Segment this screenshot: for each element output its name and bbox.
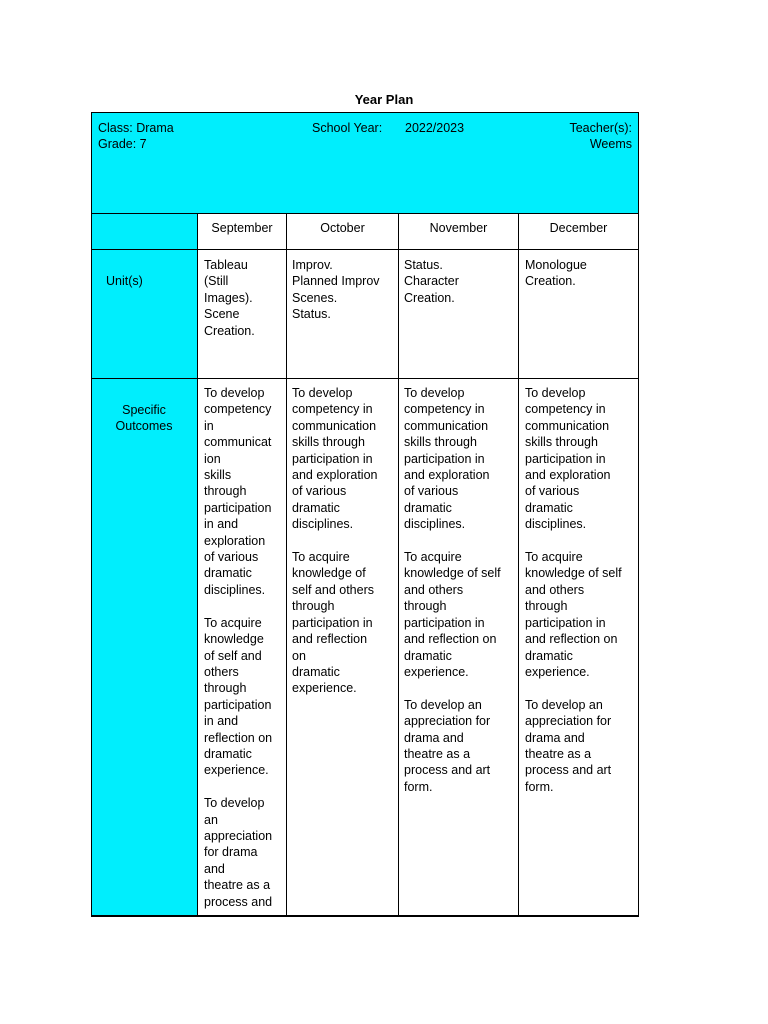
month-header: September xyxy=(211,221,273,235)
outcome-cell: To develop competency in communication skills through participation in and exploration of various dramatic disciplines. To acquire knowledge of self and others through participation in and reflection on dramatic experience. To develop an appreciation for drama and theatre as a process and art form. xyxy=(404,386,501,794)
school-year-label: School Year: xyxy=(312,121,383,135)
table-border-top xyxy=(91,112,639,113)
unit-cell: Status. Character Creation. xyxy=(404,258,459,305)
row-divider xyxy=(91,213,639,214)
teacher-label: Teacher(s): xyxy=(569,121,632,135)
column-divider xyxy=(197,213,198,917)
outcomes-row-label: Specific Outcomes xyxy=(115,403,173,434)
column-divider xyxy=(398,213,399,917)
table-border-bottom xyxy=(91,915,639,917)
label-column xyxy=(91,213,197,916)
class-grade: Class: Drama Grade: 7 xyxy=(98,121,174,151)
unit-cell: Tableau (Still Images). Scene Creation. xyxy=(204,258,255,338)
table-border-right xyxy=(638,112,639,917)
outcome-cell: To develop competency in communication skills through participation in and exploration of various dramatic disciplines. To acquire knowledge of self and others through participation in and reflection on dramatic experience. To develop an appreciation for drama and theatre as a process and art form. xyxy=(525,386,622,794)
teacher-value: Weems xyxy=(589,137,632,151)
month-header: October xyxy=(320,221,365,235)
month-header: December xyxy=(549,221,608,235)
units-row-label: Unit(s) xyxy=(106,274,143,288)
column-divider xyxy=(286,213,287,917)
column-divider xyxy=(518,213,519,917)
row-divider xyxy=(91,249,639,250)
table-border-left xyxy=(91,112,92,917)
row-divider xyxy=(91,378,639,379)
outcome-cell: To develop competency in communicat ion skills through participation in and exploration of various dramatic disciplines. To acquire knowledge of self and others through participation in and reflection on dramatic experience. To develop an appreciation for drama and theatre as a process and xyxy=(204,386,273,909)
unit-cell: Improv. Planned Improv Scenes. Status. xyxy=(292,258,380,322)
unit-cell: Monologue Creation. xyxy=(525,258,587,289)
school-year-value: 2022/2023 xyxy=(405,121,465,135)
month-header: November xyxy=(429,221,488,235)
page-title: Year Plan xyxy=(354,92,414,107)
outcome-cell: To develop competency in communication skills through participation in and exploration of various dramatic disciplines. To acquire knowledge of self and others through participation in and reflection on dramatic experience. xyxy=(292,386,378,696)
